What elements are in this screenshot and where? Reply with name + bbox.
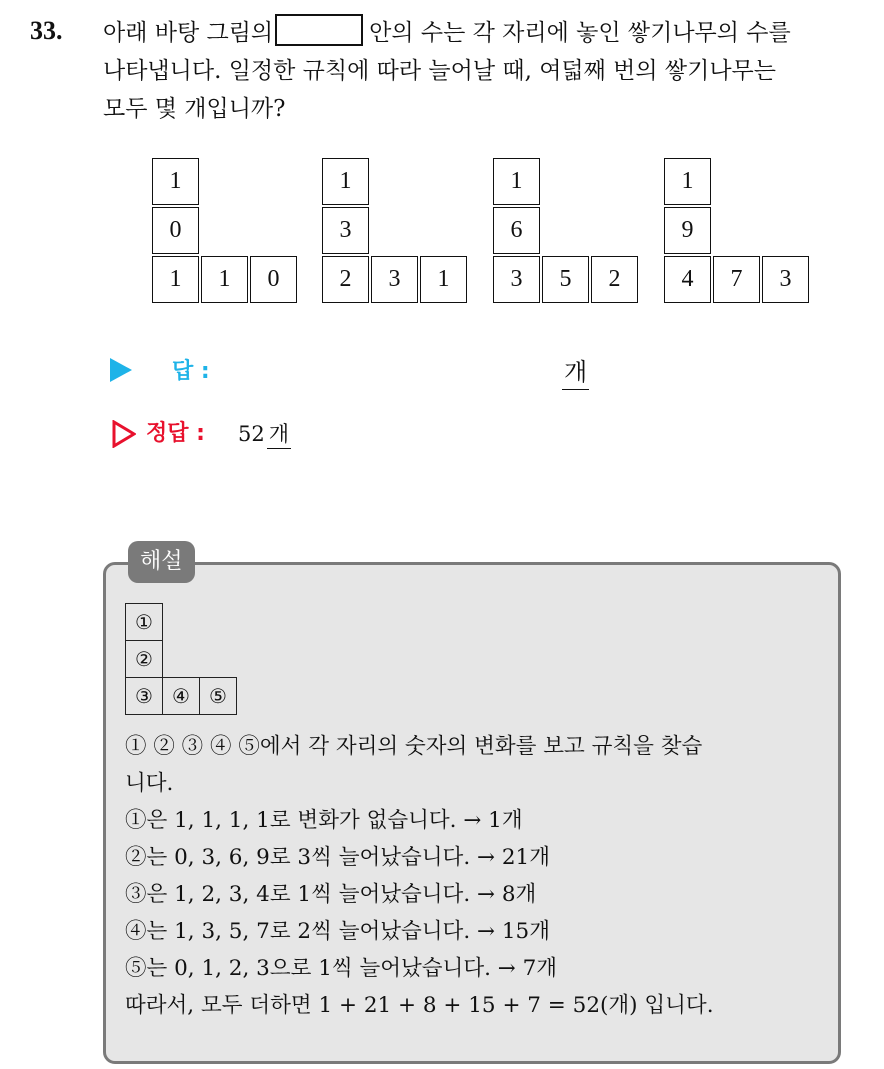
question-line-1 [103,14,873,52]
correct-answer-label: 정답 : [146,421,205,446]
question-text [103,14,873,128]
figure-cell-top: 1 [152,158,199,205]
diagram-cell-2: ② [125,640,163,678]
figure-cell-mid: 0 [152,207,199,254]
diagram-cell-1: ① [125,603,163,641]
question-line-2: 나타냅니다. 일정한 규칙에 따라 늘어날 때, 여덟째 번의 쌓기나무는 [103,58,776,84]
diagram-cell-5: ⑤ [199,677,237,715]
diagram-cell-3: ③ [125,677,163,715]
question-line-3: 모두 몇 개입니까? [103,96,286,122]
explanation-line: 따라서, 모두 더하면 1 + 21 + 8 + 15 + 7 = 52(개) 입니다. [125,993,714,1018]
figure-cell-bottom-2: 5 [542,256,589,303]
correct-answer-value: 52 [238,422,265,446]
explanation-line: ③은 1, 2, 3, 4로 1씩 늘어났습니다. → 8개 [125,882,537,907]
figure-cell-bottom-3: 0 [250,256,297,303]
figure-cell-mid: 6 [493,207,540,254]
figure-cell-bottom-3: 2 [591,256,638,303]
figure-cell-top: 1 [493,158,540,205]
pattern-figure-2 [322,158,470,306]
blank-box [275,14,363,46]
correct-answer-value-group [238,418,291,448]
explanation-line: ④는 1, 3, 5, 7로 2씩 늘어났습니다. → 15개 [125,919,550,944]
figure-cell-bottom-1: 2 [322,256,369,303]
correct-answer-unit: 개 [267,422,291,449]
figure-cell-top: 1 [664,158,711,205]
figure-cell-mid: 3 [322,207,369,254]
figure-cell-top: 1 [322,158,369,205]
outline-triangle-icon [112,420,136,448]
figure-cell-bottom-2: 1 [201,256,248,303]
play-triangle-icon [110,358,132,382]
question-text-after-box: 안의 수는 각 자리에 놓인 쌓기나무의 수를 [369,20,791,46]
explanation-line: ②는 0, 3, 6, 9로 3씩 늘어났습니다. → 21개 [125,845,550,870]
figure-cell-bottom-2: 3 [371,256,418,303]
correct-answer-row [110,414,510,450]
explanation-line: ①은 1, 1, 1, 1로 변화가 없습니다. → 1개 [125,808,523,833]
explanation-line: ① ② ③ ④ ⑤에서 각 자리의 숫자의 변화를 보고 규칙을 찾습 [125,734,703,759]
figure-cell-bottom-3: 3 [762,256,809,303]
question-text-before-box: 아래 바탕 그림의 [103,20,274,46]
explanation-line: ⑤는 0, 1, 2, 3으로 1씩 늘어났습니다. → 7개 [125,956,558,981]
explanation-line: 니다. [125,771,174,796]
figure-cell-bottom-1: 1 [152,256,199,303]
figure-cell-bottom-1: 4 [664,256,711,303]
question-number: 33. [30,16,63,45]
pattern-figure-1 [152,158,300,306]
figure-cell-bottom-2: 7 [713,256,760,303]
answer-label: 답 : [172,359,210,384]
figure-cell-mid: 9 [664,207,711,254]
explanation-diagram [125,603,239,717]
explanation-text [125,728,830,1024]
pattern-figure-3 [493,158,641,306]
diagram-cell-4: ④ [162,677,200,715]
pattern-figure-4 [664,158,812,306]
answer-row [110,352,588,388]
figure-cell-bottom-3: 1 [420,256,467,303]
explanation-tab: 해설 [128,541,195,583]
figure-cell-bottom-1: 3 [493,256,540,303]
answer-unit[interactable]: 개 [562,352,589,390]
